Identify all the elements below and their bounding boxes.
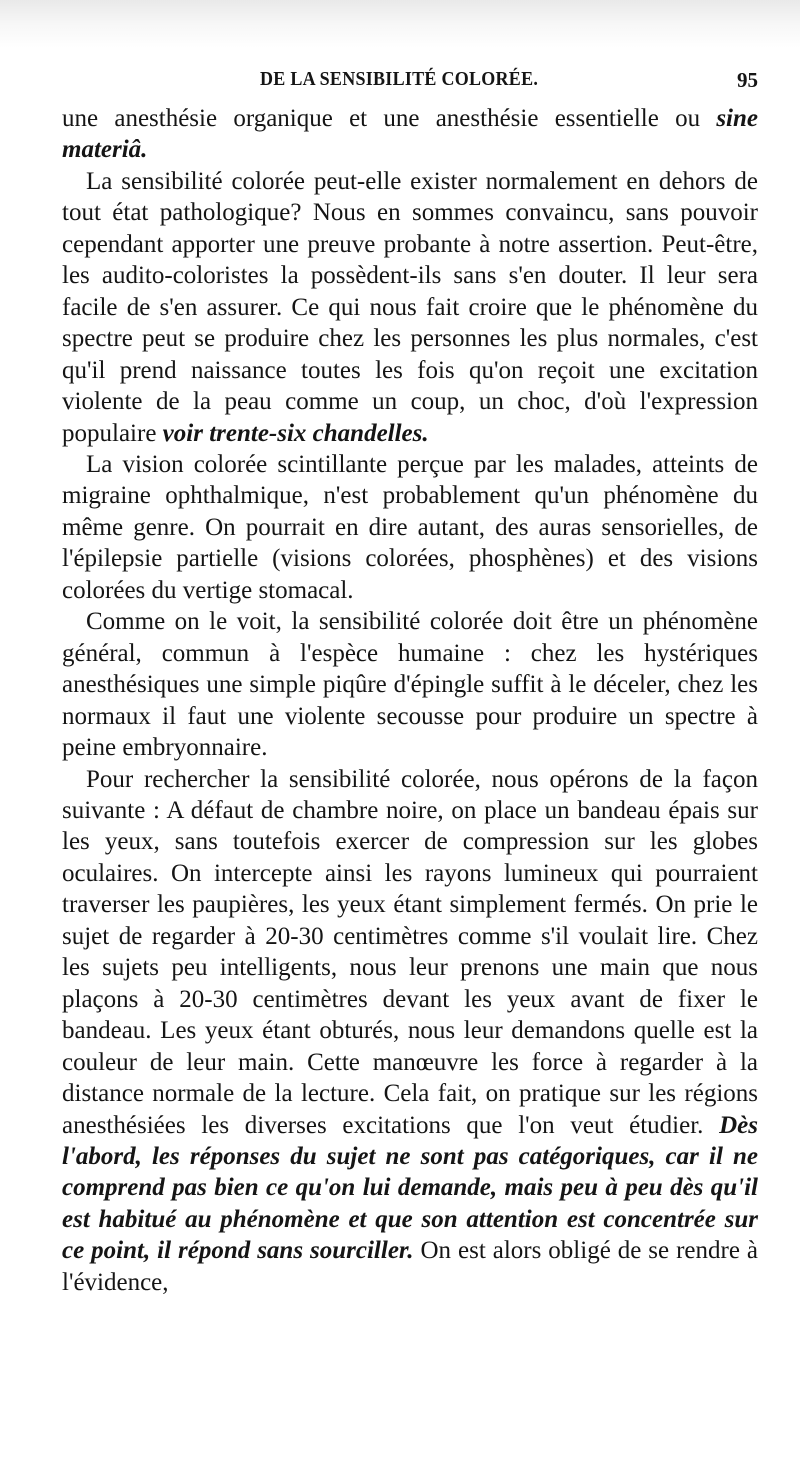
paragraph <box>62 449 758 606</box>
paragraph <box>62 103 758 166</box>
text-segment: On est alors obligé de se rendre à l'évidence, <box>62 1237 758 1296</box>
page-number: 95 <box>737 68 758 92</box>
paragraph <box>62 166 758 449</box>
text-segment: La sensibilité colorée peut-elle exister normalement en dehors de tout état pathologique? Nous en sommes convaincu, sans pouvoir cependant apporter une preuve probante à notre assertion. Peut-être, les audito-coloristes la possèdent-ils sans s'en douter. Il leur sera facile de s'en assurer. Ce qui nous fait croire que le phénomène du spectre peut se produire chez les personnes les plus normales, c'est qu'il prend naissance toutes les fois qu'on reçoit une excitation violente de la peau comme un coup, un choc, d'où l'expression populaire <box>62 167 758 447</box>
running-head: DE LA SENSIBILITÉ COLORÉE. <box>260 68 539 90</box>
italic-text-segment: Dès l'abord, les réponses du sujet ne sont pas catégoriques, car il ne comprend pas bien ce qu'on lui demande, mais peu à peu dès qu'il est habitué au phénomène et que son attention est concentrée sur ce point, il répond sans sourciller. <box>62 1111 758 1265</box>
page-header <box>62 64 758 98</box>
scan-shadow <box>0 0 800 48</box>
body-text <box>62 103 758 1298</box>
text-segment: Comme on le voit, la sensibilité colorée doit être un phénomène général, commun à l'espèce humaine : chez les hystériques anesthésiques une simple piqûre d'épingle suffit à le déceler, chez les normaux il faut une violente secousse pour produire un spectre à peine embryonnaire. <box>62 608 758 762</box>
italic-text-segment: voir trente-six chandelles. <box>162 419 429 447</box>
text-segment: une anesthésie organique et une anesthésie essentielle ou <box>62 105 717 132</box>
text-segment: La vision colorée scintillante perçue par les malades, atteints de migraine ophthalmique, n'est probablement qu'un phénomène du même genre. On pourrait en dire autant, des auras sensorielles, de l'épilepsie partielle (visions colorées, phosphènes) et des visions colorées du vertige stomacal. <box>62 450 758 604</box>
italic-text-segment: sine materiâ. <box>62 105 758 164</box>
paragraph <box>62 606 758 763</box>
text-segment: Pour rechercher la sensibilité colorée, nous opérons de la façon suivante : A défaut de chambre noire, on place un bandeau épais sur les yeux, sans toutefois exercer de compression sur les globes oculaires. On intercepte ainsi les rayons lumineux qui pourraient traverser les paupières, les yeux étant simplement fermés. On prie le sujet de regarder à 20-30 centimètres comme s'il voulait lire. Chez les sujets peu intelligents, nous leur prenons une main que nous plaçons à 20-30 centimètres devant les yeux avant de fixer le bandeau. Les yeux étant obturés, nous leur demandons quelle est la couleur de leur main. Cette manœuvre les force à regarder à la distance normale de la lecture. Cela fait, on pratique sur les régions anesthésiées les diverses excitations que l'on veut étudier. <box>62 765 758 1139</box>
paragraph <box>62 764 758 1299</box>
